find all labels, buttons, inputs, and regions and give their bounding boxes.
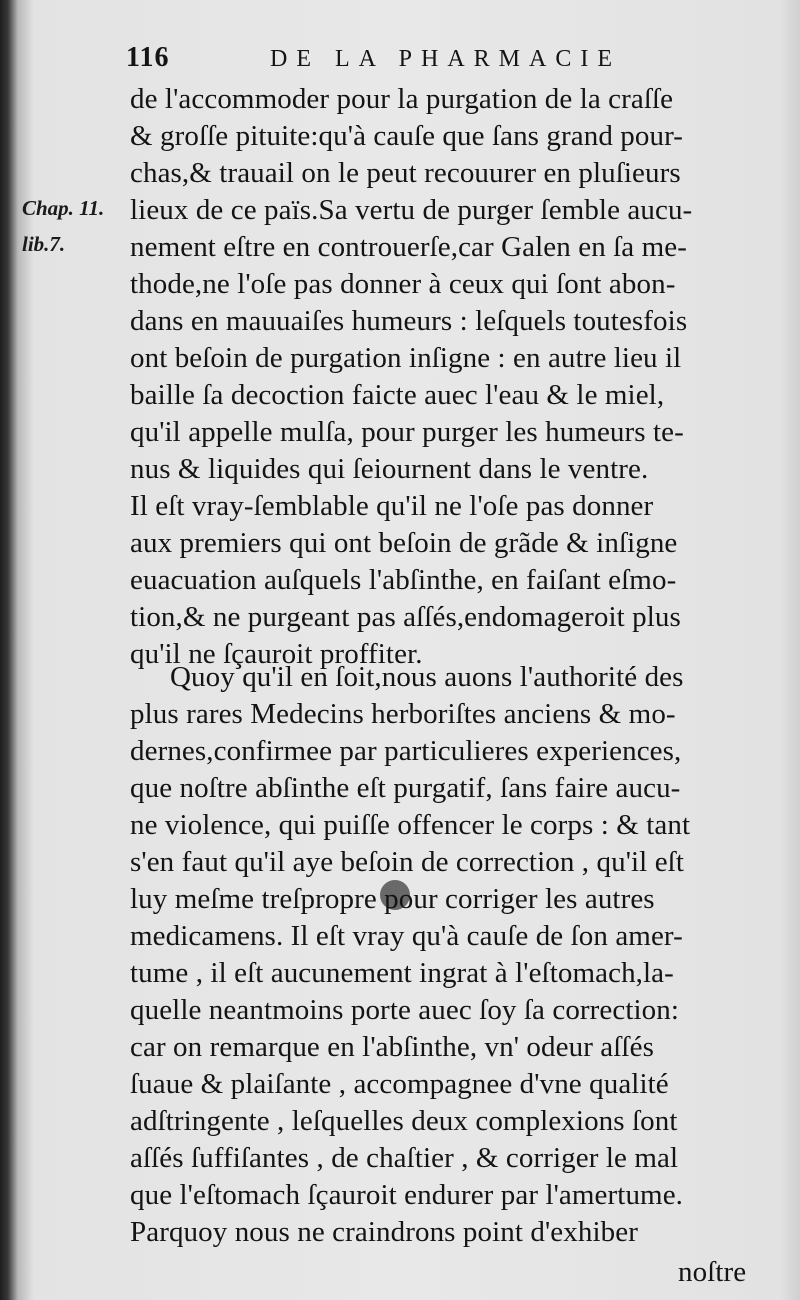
text-line: Parquoy nous ne craindrons point d'exhiber [130,1216,638,1248]
page-number: 116 [126,42,170,73]
text-line: que l'eſtomach ſçauroit endurer par l'amertume. [130,1179,684,1211]
text-line: plus rares Medecins herboriſtes anciens & mo- [130,698,676,730]
text-line: nement eſtre en controuerſe,car Galen en ſa me- [130,231,688,263]
text-line: luy meſme treſpropre pour corriger les autres [130,883,655,915]
text-line: quelle neantmoins porte auec ſoy ſa correction: [130,994,680,1026]
text-line: qu'il ne ſçauroit proffiter. [130,638,423,670]
text-line: baille ſa decoction faicte auec l'eau & le miel, [130,379,665,411]
text-line: que noſtre abſinthe eſt purgatif, ſans faire aucu- [130,772,681,804]
running-title: DE LA PHARMACIE [270,46,622,72]
text-line: car on remarque en l'abſinthe, vn' odeur aſſés [130,1031,654,1063]
text-line: dans en mauuaiſes humeurs : leſquels toutesfois [130,305,688,337]
text-line: aſſés ſuffiſantes , de chaſtier , & corriger le mal [130,1142,679,1174]
text-line: qu'il appelle mulſa, pour purger les humeurs te- [130,416,684,448]
text-line: nus & liquides qui ſeiournent dans le ventre. [130,453,649,485]
text-line: tion,& ne purgeant pas aſſés,endomageroit plus [130,601,681,633]
text-line: lieux de ce païs.Sa vertu de purger ſemble aucu- [130,194,693,226]
text-line: & groſſe pituite:qu'à cauſe que ſans grand pour- [130,120,684,152]
text-line: tume , il eſt aucunement ingrat à l'eſtomach,la- [130,957,674,989]
text-line: thode,ne l'oſe pas donner à ceux qui ſont abon- [130,268,676,300]
text-line: medicamens. Il eſt vray qu'à cauſe de ſon amer- [130,920,683,952]
margin-note-book: lib.7. [22,232,66,256]
text-line: s'en faut qu'il aye beſoin de correction , qu'il eſt [130,846,684,878]
text-line: ne violence, qui puiſſe offencer le corps : & tant [130,809,691,841]
text-line: euacuation auſquels l'abſinthe, en faiſant eſmo- [130,564,677,596]
catchword: noſtre [678,1256,747,1288]
text-line: dernes,confirmee par particulieres experiences, [130,735,682,767]
margin-note-chapter: Chap. 11. [22,196,105,220]
text-line: Il eſt vray-ſemblable qu'il ne l'oſe pas donner [130,490,654,522]
text-line: ſuaue & plaiſante , accompagnee d'vne qualité [130,1068,669,1100]
page-header [126,42,766,82]
text-line: aux premiers qui ont beſoin de grãde & inſigne [130,527,678,559]
text-line: ont beſoin de purgation inſigne : en autre lieu il [130,342,682,374]
paragraph-start-line: Quoy qu'il en ſoit,nous auons l'authorité des [170,661,684,693]
text-line: chas,& trauail on le peut recouurer en pluſieurs [130,157,681,189]
text-line: de l'accommoder pour la purgation de la craſſe [130,83,674,115]
text-line: adſtringente , leſquelles deux complexions ſont [130,1105,678,1137]
